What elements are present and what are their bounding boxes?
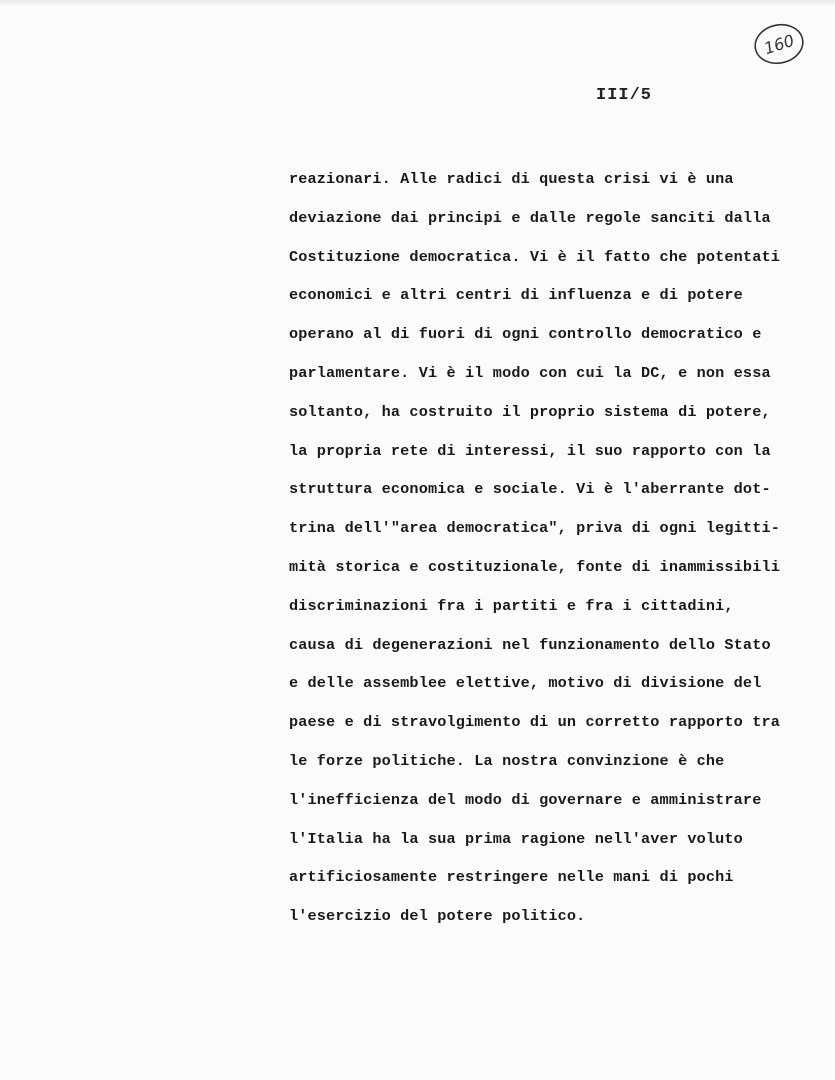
text-line: l'Italia ha la sua prima ragione nell'aver voluto (289, 829, 743, 848)
handwritten-page-number-stamp (752, 22, 806, 66)
text-line: mità storica e costituzionale, fonte di inammissibili (289, 557, 780, 576)
text-line: trina dell'"area democratica", priva di ogni legitti- (289, 519, 780, 538)
text-line: la propria rete di interessi, il suo rapporto con la (289, 441, 771, 460)
text-line: l'esercizio del potere politico. (289, 907, 586, 926)
text-line: operano al di fuori di ogni controllo democratico e (289, 325, 762, 344)
text-line: Costituzione democratica. Vi è il fatto che potentati (289, 247, 780, 266)
text-line: e delle assemblee elettive, motivo di divisione del (289, 674, 762, 693)
text-line: parlamentare. Vi è il modo con cui la DC, e non essa (289, 363, 771, 382)
text-line: le forze politiche. La nostra convinzione è che (289, 751, 725, 770)
page-reference: III/5 (596, 86, 653, 105)
text-line: discriminazioni fra i partiti e fra i cittadini, (289, 596, 734, 615)
stamp-number: 160 (761, 30, 797, 59)
text-line: paese e di stravolgimento di un corretto rapporto tra (289, 713, 780, 732)
text-line: reazionari. Alle radici di questa crisi vi è una (289, 170, 734, 188)
text-line: causa di degenerazioni nel funzionamento dello Stato (289, 635, 771, 654)
text-line: economici e altri centri di influenza e di potere (289, 286, 743, 305)
page-edge-shadow (0, 0, 835, 6)
text-line: soltanto, ha costruito il proprio sistema di potere, (289, 402, 771, 421)
text-line: deviazione dai principi e dalle regole sanciti dalla (289, 208, 771, 227)
text-line: l'inefficienza del modo di governare e amministrare (289, 790, 762, 809)
text-line: artificiosamente restringere nelle mani di pochi (289, 868, 734, 887)
body-paragraph (289, 160, 829, 936)
text-line: struttura economica e sociale. Vi è l'aberrante dot- (289, 480, 771, 499)
